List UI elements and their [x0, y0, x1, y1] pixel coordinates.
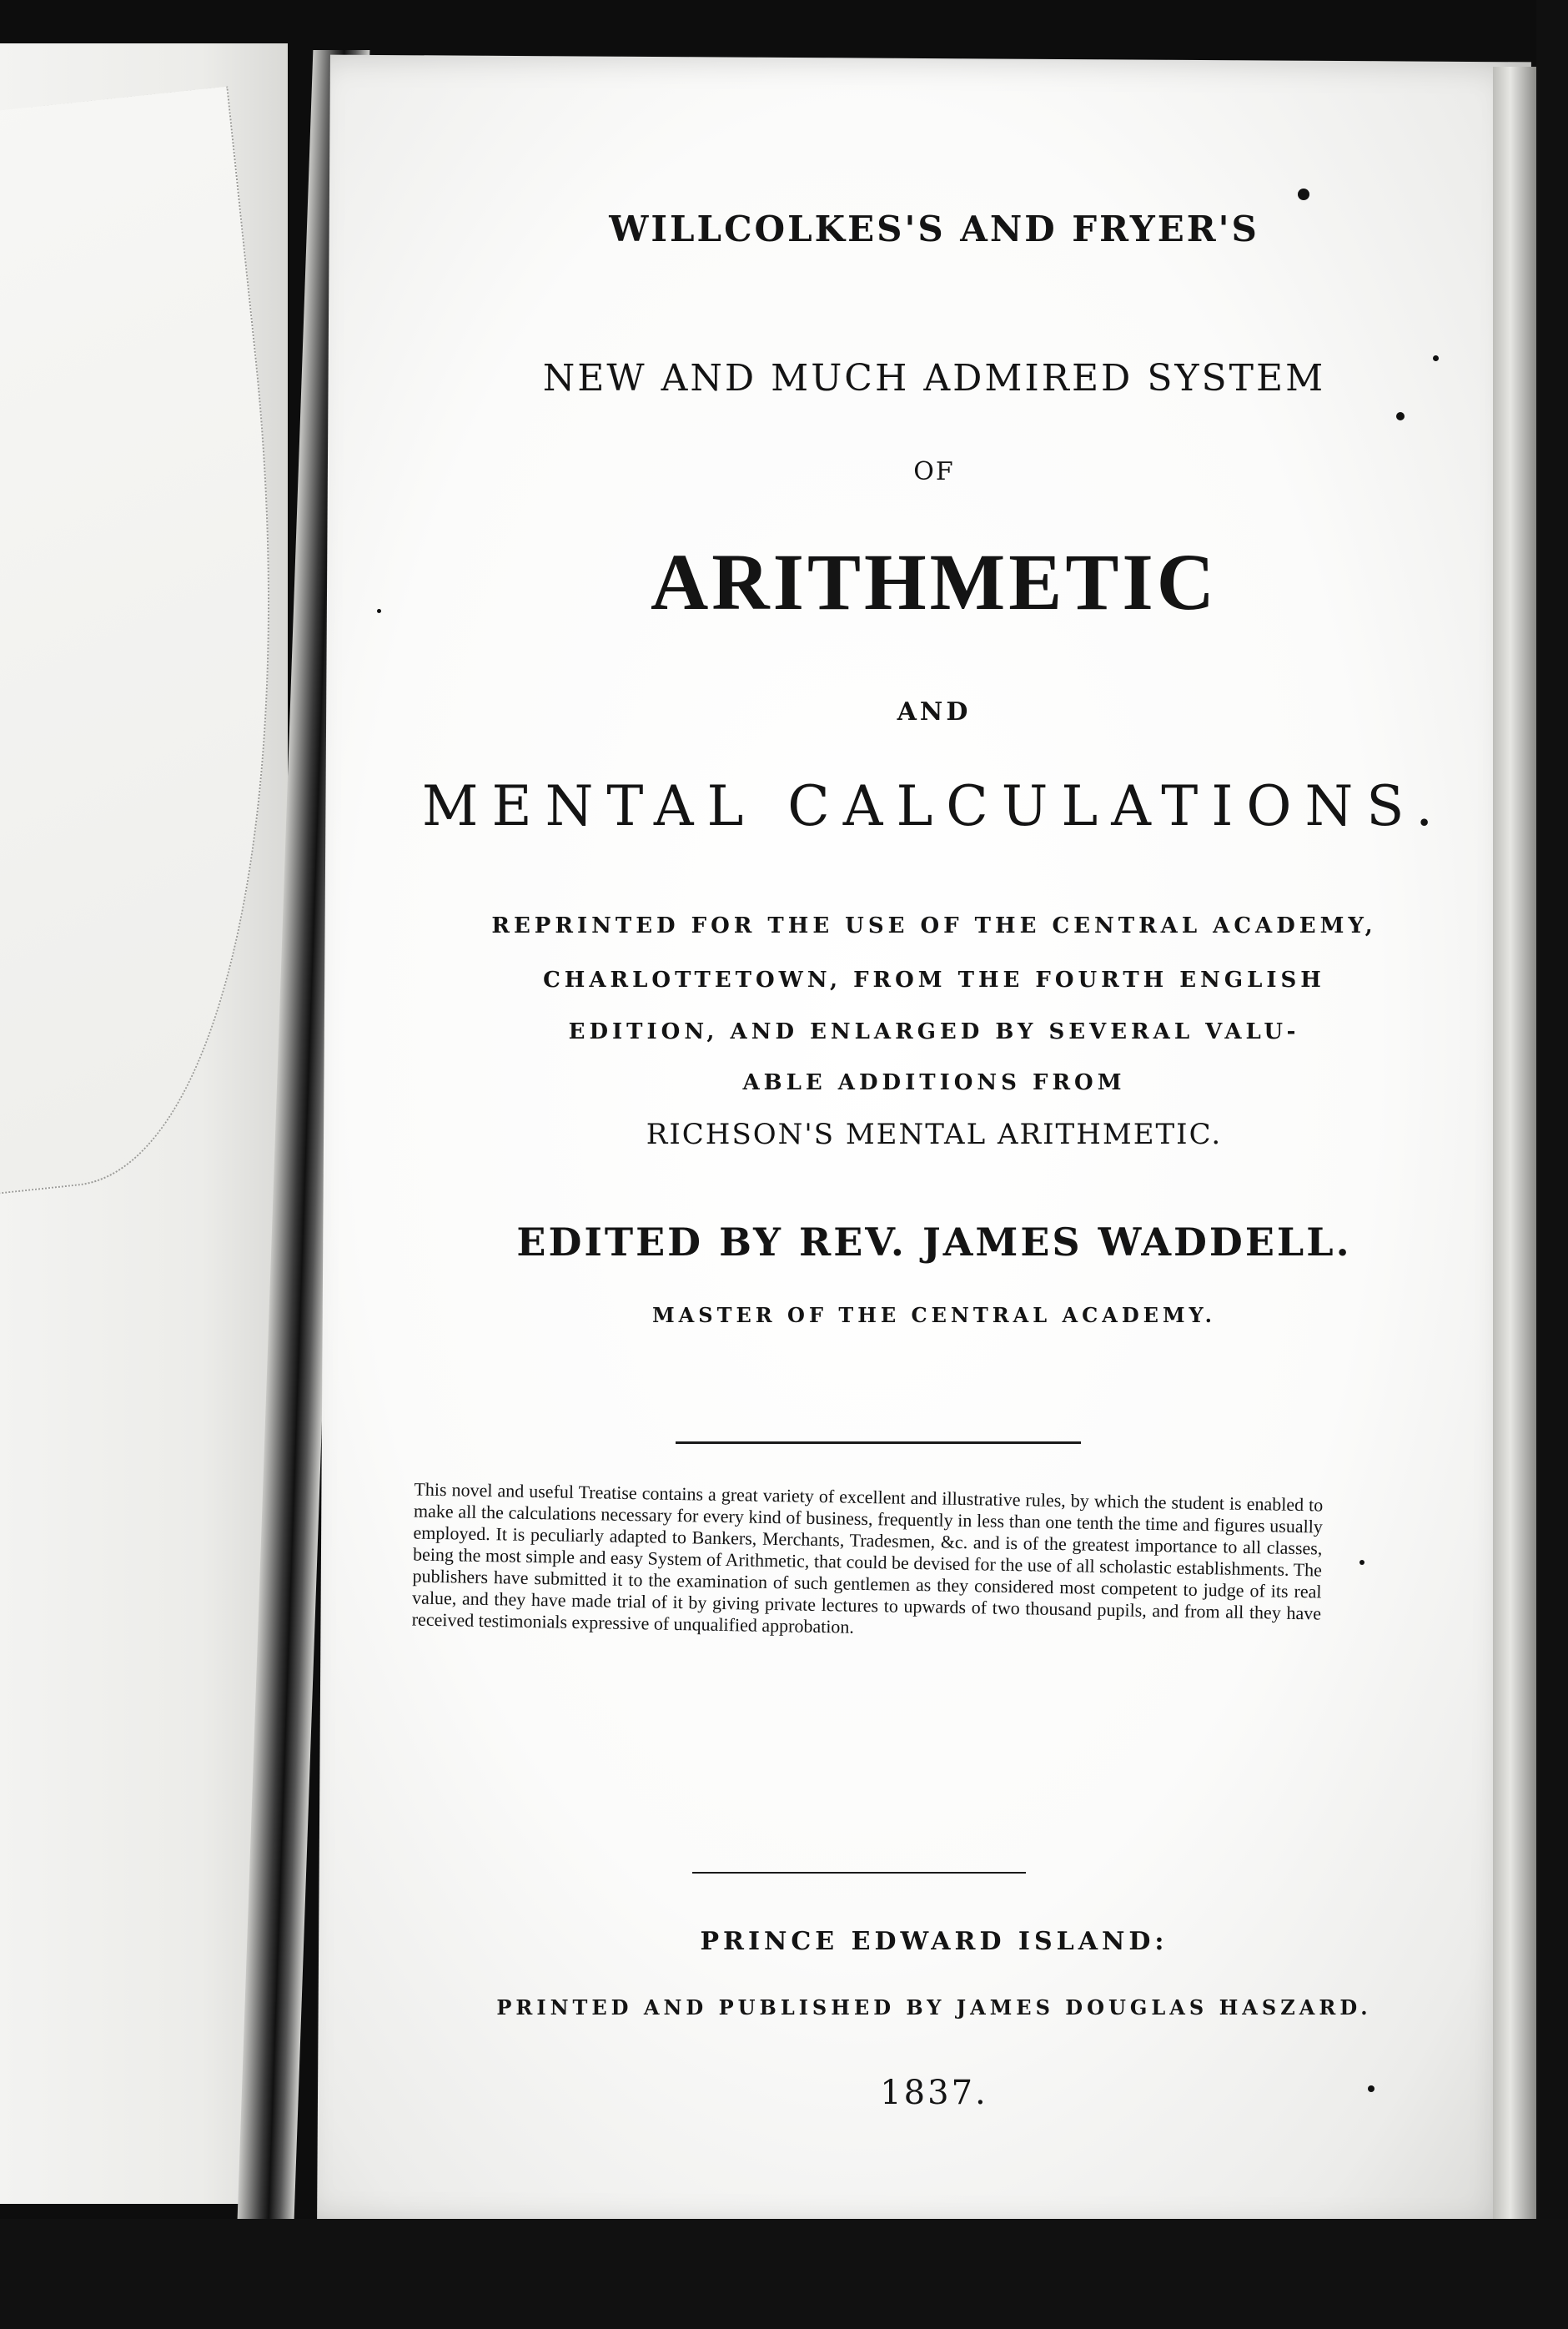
ink-speck: [1368, 2085, 1375, 2092]
scan-border-right: [1536, 0, 1568, 2329]
ink-speck: [1433, 355, 1439, 361]
reprint-line: ABLE ADDITIONS FROM: [742, 1070, 1126, 1095]
authors-line: WILLCOLKES'S AND FRYER'S: [609, 209, 1259, 249]
publisher-line: PRINTED AND PUBLISHED BY JAMES DOUGLAS HASZARD.: [496, 1995, 1372, 2020]
reprint-line: REPRINTED FOR THE USE OF THE CENTRAL ACADEMY,: [491, 913, 1377, 938]
of-line: OF: [913, 457, 955, 486]
editor-line: EDITED BY REV. JAMES WADDELL.: [516, 1220, 1352, 1265]
reprint-line: EDITION, AND ENLARGED BY SEVERAL VALU-: [568, 1019, 1300, 1044]
divider-rule: [692, 1872, 1026, 1874]
editor-role: MASTER OF THE CENTRAL ACADEMY.: [652, 1303, 1216, 1327]
and-line: AND: [897, 697, 972, 727]
divider-rule: [676, 1441, 1081, 1444]
place-line: PRINCE EDWARD ISLAND:: [700, 1927, 1168, 1956]
ink-speck: [1359, 1560, 1364, 1565]
system-line: NEW AND MUCH ADMIRED SYSTEM: [542, 357, 1326, 400]
source-work: RICHSON'S MENTAL ARITHMETIC.: [646, 1118, 1223, 1151]
reprint-line: CHARLOTTETOWN, FROM THE FOURTH ENGLISH: [543, 968, 1325, 993]
ink-speck: [1396, 412, 1405, 420]
title-page-content: [334, 0, 1535, 2329]
description-paragraph: This novel and useful Treatise contains a great variety of excellent and illustrative rules, by which the student is enabled to make all the calculations necessary for every kind of business, frequently in less than one tenth the time and figures usually employed. It is peculiarly adapted to Bankers, Merchants, Tradesmen, &c. and is of the greatest importance to all classes, being the most simple and easy System of Arithmetic, that could be devised for the use of all scholastic establishments. The publishers have submitted it to the examination of such gentlemen as they considered most competent to judge of its real value, and they have made trial of it by giving private lectures to upwards of two thousand pupils, and from all they have received testimonials expressive of unqualified approbation.: [411, 1478, 1324, 1637]
left-leaf: [0, 43, 288, 2204]
year-line: 1837.: [880, 2074, 988, 2112]
main-title: ARITHMETIC: [650, 537, 1219, 626]
ink-speck: [377, 609, 381, 613]
ink-speck: [1298, 189, 1309, 200]
secondary-title: MENTAL CALCULATIONS.: [421, 774, 1447, 838]
